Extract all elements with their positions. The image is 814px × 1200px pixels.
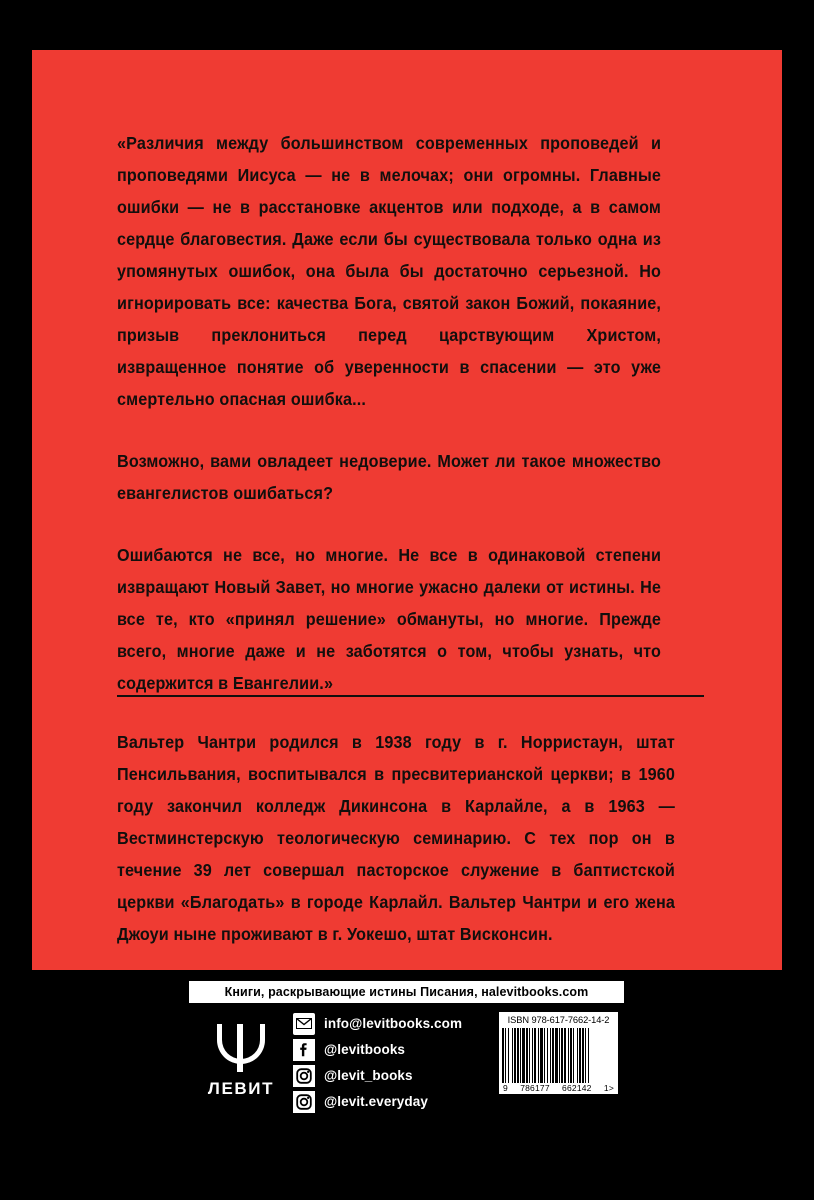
contact-email-text: info@levitbooks.com xyxy=(324,1016,463,1031)
footer-body xyxy=(189,1006,624,1114)
contact-instagram-books[interactable] xyxy=(293,1064,462,1087)
contact-instagram-everyday-text: @levit.everyday xyxy=(324,1094,428,1109)
quote-paragraph-3: Ошибаются не все, но многие. Не все в одинаковой степени извращают Новый Завет, но многие ужасно далеки от истины. Не все те, кто «принял решение» обмануты, но многие. Прежде всего, многие даже и не заботятся о том, чтобы узнать, что содержится в Евангелии.» xyxy=(117,545,662,693)
author-bio-text: Вальтер Чантри родился в 1938 году в г. Норристаун, штат Пенсильвания, воспитывался в пресвитерианской церкви; в 1960 году закончил колледж Дикинсона в Карлайле, а в 1963 — Вестминстерскую теологическую семинарию. С тех пор он в течение 39 лет совершал пасторское служение в баптистской церкви «Благодать» в городе Карлайл. Вальтер Чантри и его жена Джоуи ныне проживают в г. Уокешо, штат Висконсин. xyxy=(117,732,675,944)
logo-stem-shape xyxy=(237,1024,243,1072)
email-icon xyxy=(293,1013,315,1035)
isbn-barcode-block xyxy=(499,1012,618,1094)
footer-tagline xyxy=(189,981,624,1006)
publisher-name: ЛЕВИТ xyxy=(207,1078,275,1098)
barcode xyxy=(502,1028,615,1083)
barcode-digits xyxy=(502,1083,615,1093)
footer-website-link[interactable]: levitbooks.com xyxy=(495,985,589,999)
instagram-icon xyxy=(293,1091,315,1113)
contact-instagram-books-text: @levit_books xyxy=(324,1068,413,1083)
barcode-digit-group-4: 1> xyxy=(603,1083,614,1093)
footer-tagline-prefix: Книги, раскрывающие истины Писания, на xyxy=(224,985,496,999)
isbn-text: ISBN 978-617-7662-14-2 xyxy=(507,1015,610,1025)
levit-mark-icon xyxy=(213,1022,269,1074)
quote-paragraph-2: Возможно, вами овладеет недоверие. Может ли такое множество евангелистов ошибаться? xyxy=(117,451,662,503)
barcode-digit-group-2: 786177 xyxy=(520,1083,550,1093)
barcode-digit-group-3: 662142 xyxy=(562,1083,592,1093)
contact-instagram-everyday[interactable] xyxy=(293,1090,462,1113)
barcode-digit-group-1: 9 xyxy=(503,1083,508,1093)
author-bio-block xyxy=(117,726,717,950)
facebook-icon xyxy=(293,1039,315,1061)
contact-email[interactable] xyxy=(293,1012,462,1035)
cover-red-panel xyxy=(32,50,782,970)
contact-facebook-text: @levitbooks xyxy=(324,1042,406,1057)
quote-paragraph-1: «Различия между большинством современных проповедей и проповедями Иисуса — не в мелочах; они огромны. Главные ошибки — не в расстановке акцентов или подходе, а в самом сердце благовестия. Даже если бы существовала только одна из упомянутых ошибок, она была бы достаточно серьезной. Но игнорировать все: качества Бога, святой закон Божий, покаяние, призыв преклониться перед царствующим Христом, извращенное понятие об уверенности в спасении — это уже смертельно опасная ошибка... xyxy=(117,133,662,409)
contact-facebook[interactable] xyxy=(293,1038,462,1061)
instagram-icon xyxy=(293,1065,315,1087)
contact-list xyxy=(293,1012,462,1113)
section-divider xyxy=(117,695,704,697)
publisher-logo xyxy=(189,1006,293,1114)
quote-block xyxy=(117,127,702,699)
publisher-footer xyxy=(186,978,627,1115)
